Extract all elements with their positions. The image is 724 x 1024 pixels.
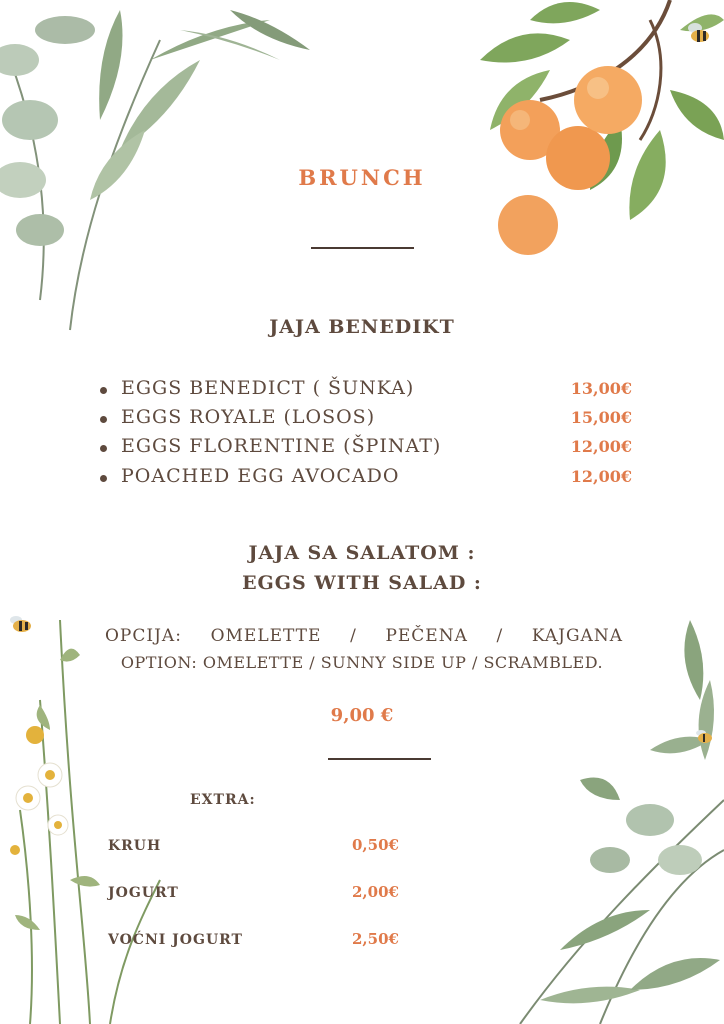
- menu-item-name: EGGS BENEDICT ( ŠUNKA): [121, 377, 415, 399]
- menu-item: [100, 435, 640, 463]
- option-separator: /: [350, 626, 357, 646]
- bullet-icon: [100, 475, 107, 482]
- section-heading-salad-en: EGGS WITH SALAD :: [242, 572, 482, 594]
- section-heading-salad-hr: JAJA SA SALATOM :: [248, 542, 476, 564]
- extras-heading: EXTRA:: [190, 792, 256, 808]
- menu-item-price: 12,00€: [570, 467, 632, 486]
- option-separator: /: [496, 626, 504, 646]
- olive-branch-icon: [500, 620, 724, 1024]
- menu-item-price: 13,00€: [570, 379, 632, 398]
- section-heading-benedikt: JAJA BENEDIKT: [269, 316, 455, 338]
- menu-item-price: 15,00€: [570, 408, 632, 427]
- menu-item-name: POACHED EGG AVOCADO: [121, 465, 400, 487]
- extra-item-price: 2,50€: [352, 930, 399, 948]
- option-line-hr: [105, 626, 623, 646]
- extra-item-name: KRUH: [108, 838, 162, 854]
- menu-item-name: EGGS FLORENTINE (ŠPINAT): [121, 435, 442, 457]
- salad-price: 9,00 €: [330, 705, 394, 726]
- option-pecena: PEČENA: [385, 626, 468, 646]
- bee-icon: [685, 20, 715, 46]
- extra-item-name: VOĆNI JOGURT: [108, 932, 243, 948]
- option-omelette: OMELETTE: [210, 626, 322, 646]
- bullet-icon: [100, 387, 107, 394]
- option-line-en: OPTION: OMELETTE / SUNNY SIDE UP / SCRAMBLED.: [120, 653, 604, 672]
- page-title: BRUNCH: [298, 165, 426, 190]
- menu-item: [100, 377, 640, 405]
- menu-item: [100, 465, 640, 493]
- wildflower-meadow-icon: [0, 580, 170, 1024]
- option-label: OPCIJA:: [105, 626, 182, 646]
- apricot-branch-icon: [470, 0, 724, 270]
- menu-item-name: EGGS ROYALE (LOSOS): [121, 406, 376, 428]
- option-kajgana: KAJGANA: [531, 626, 623, 646]
- bullet-icon: [100, 445, 107, 452]
- salad-divider: [328, 758, 431, 760]
- menu-item-price: 12,00€: [570, 437, 632, 456]
- extra-item-price: 0,50€: [352, 836, 399, 854]
- bullet-icon: [100, 416, 107, 423]
- title-divider: [311, 247, 414, 249]
- menu-item: [100, 406, 640, 434]
- extra-item-price: 2,00€: [352, 883, 399, 901]
- extra-item-name: JOGURT: [108, 885, 179, 901]
